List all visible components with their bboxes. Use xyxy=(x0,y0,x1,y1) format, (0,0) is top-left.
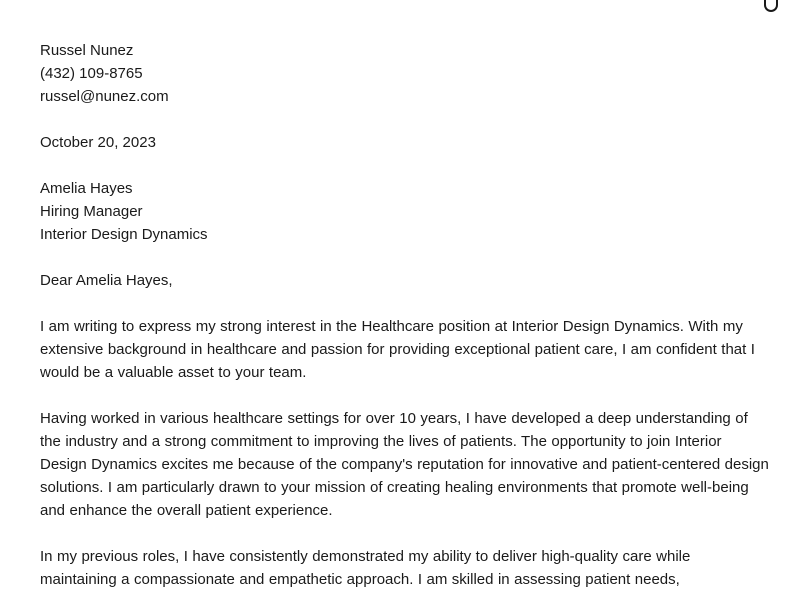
sender-name: Russel Nunez xyxy=(40,42,134,59)
salutation-block xyxy=(40,269,770,292)
recipient-company: Interior Design Dynamics xyxy=(40,226,208,243)
recipient-name: Amelia Hayes xyxy=(40,180,133,197)
scroll-handle-icon xyxy=(764,0,778,12)
salutation: Dear Amelia Hayes, xyxy=(40,272,173,289)
recipient-block xyxy=(40,177,770,246)
sender-email: russel@nunez.com xyxy=(40,88,169,105)
sender-phone: (432) 109-8765 xyxy=(40,65,143,82)
body-paragraph-3: In my previous roles, I have consistently demonstrated my ability to deliver high-quality care while maintaining a compassionate and empathetic approach. I am skilled in assessing patient needs, xyxy=(40,548,691,588)
recipient-title: Hiring Manager xyxy=(40,203,143,220)
body-paragraph-1: I am writing to express my strong interest in the Healthcare position at Interior Design Dynamics. With my extensive background in healthcare and passion for providing exceptional patient care, I am confident that I would be a valuable asset to your team. xyxy=(40,318,755,381)
sender-block xyxy=(40,39,770,108)
date-block xyxy=(40,131,770,154)
letter-date: October 20, 2023 xyxy=(40,134,156,151)
body-paragraph-2: Having worked in various healthcare settings for over 10 years, I have developed a deep understanding of the industry and a strong commitment to improving the lives of patients. The opportunity to join Interior Design Dynamics excites me because of the company's reputation for innovative and patient-centered design solutions. I am particularly drawn to your mission of creating healing environments that promote well-being and enhance the overall patient experience. xyxy=(40,410,769,519)
cover-letter-document xyxy=(40,39,770,614)
